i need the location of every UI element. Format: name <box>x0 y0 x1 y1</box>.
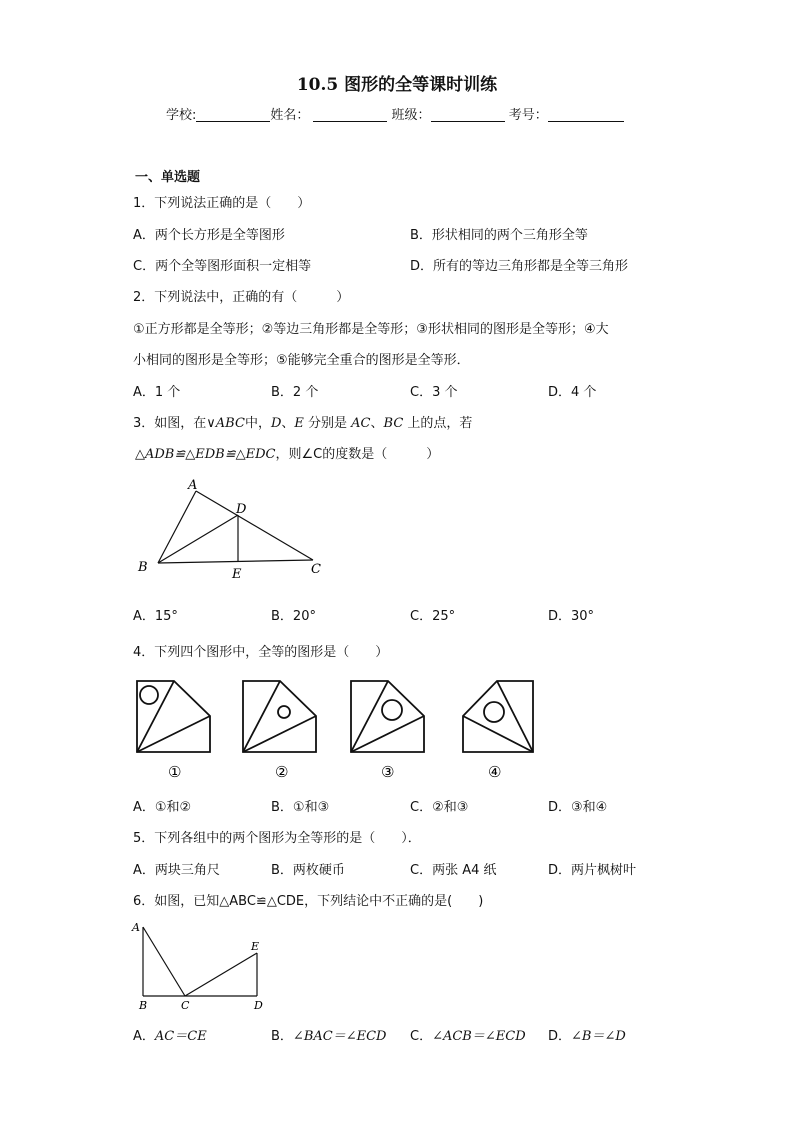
q3-segment-bc: BC <box>383 416 404 431</box>
q3-stem-question: ，则∠C的度数是（ ） <box>275 447 440 462</box>
q6-label-e: E <box>251 940 260 953</box>
q3-label-c: C <box>311 562 321 577</box>
q3-option-b[interactable]: B．20° <box>271 609 316 624</box>
q3-segment-bc-line <box>158 560 313 563</box>
exam-no-label: 考号： <box>508 108 548 123</box>
q4-figure-4 <box>463 681 533 752</box>
q3-stem-line1 <box>133 412 472 431</box>
q3-label-e: E <box>232 567 242 582</box>
school-label: 学校: <box>166 108 197 123</box>
q4-option-c[interactable]: C．②和③ <box>410 800 469 815</box>
q4-option-a[interactable]: A．①和② <box>133 800 192 815</box>
school-blank[interactable] <box>196 108 270 122</box>
q6-option-d[interactable] <box>548 1025 626 1044</box>
q4-stem: 4．下列四个图形中，全等的图形是（ ） <box>133 645 389 660</box>
q3-stem-line2 <box>135 443 439 462</box>
q6-segment-ac <box>143 927 185 996</box>
q1-option-a[interactable]: A．两个长方形是全等图形 <box>133 228 285 243</box>
q4-option-b[interactable]: B．①和③ <box>271 800 330 815</box>
q6-option-c[interactable] <box>410 1025 526 1044</box>
section-heading: 一、单选题 <box>135 170 201 185</box>
q4-label-4: ④ <box>488 763 502 781</box>
q6-option-a[interactable] <box>133 1025 207 1044</box>
q2-option-b[interactable]: B．2 个 <box>271 385 319 400</box>
q2-text-line2: 小相同的图形是全等形；⑤能够完全重合的图形是全等形． <box>133 353 470 368</box>
q4-option-d[interactable]: D．③和④ <box>548 800 608 815</box>
q1-option-b[interactable]: B．形状相同的两个三角形全等 <box>410 228 588 243</box>
q6-option-c-math: ∠ACB＝∠ECD <box>432 1029 526 1044</box>
q6-option-d-prefix: D． <box>548 1029 572 1044</box>
q4-label-2: ② <box>275 763 289 781</box>
q5-option-b[interactable]: B．两枚硬币 <box>271 863 345 878</box>
q3-segment-ac: AC <box>351 416 371 431</box>
q6-option-b-math: ∠BAC＝∠ECD <box>292 1029 387 1044</box>
q6-stem: 6．如图，已知△ABC≌△CDE，下列结论中不正确的是( ) <box>133 894 484 909</box>
name-blank[interactable] <box>313 108 387 122</box>
q4-figures <box>130 672 550 784</box>
q3-stem-text: 3．如图，在 <box>133 416 207 431</box>
q6-option-b-prefix: B． <box>271 1029 293 1044</box>
q3-option-d[interactable]: D．30° <box>548 609 595 624</box>
q6-label-b: B <box>139 999 148 1012</box>
class-label: 班级： <box>391 108 431 123</box>
q3-option-a[interactable]: A．15° <box>133 609 178 624</box>
q2-text-line1: ①正方形都是全等形；②等边三角形都是全等形；③形状相同的图形是全等形；④大 <box>133 322 609 337</box>
q3-stem-text: 分别是 <box>303 416 352 431</box>
q6-label-c: C <box>181 999 190 1012</box>
page-title: 10.5 图形的全等课时训练 <box>296 75 498 95</box>
q6-label-a: A <box>132 921 140 934</box>
q3-segment-ac-line <box>196 491 313 560</box>
q4-figure-1 <box>137 681 210 752</box>
q3-stem-text: 、 <box>370 416 384 431</box>
exam-no-blank[interactable] <box>548 108 624 122</box>
q3-option-c[interactable]: C．25° <box>410 609 456 624</box>
q6-option-a-prefix: A． <box>133 1029 155 1044</box>
q3-congruence-statement: △ADB≌△EDB≌△EDC <box>135 447 276 462</box>
q5-option-d[interactable]: D．两片枫树叶 <box>548 863 637 878</box>
q6-label-d: D <box>254 999 263 1012</box>
q3-label-b: B <box>138 560 148 575</box>
q1-option-c[interactable]: C．两个全等图形面积一定相等 <box>133 259 312 274</box>
q3-point-d: D <box>270 416 282 431</box>
q6-option-d-math: ∠B＝∠D <box>571 1029 626 1044</box>
q6-segment-ce <box>185 953 257 996</box>
q4-label-3: ③ <box>381 763 395 781</box>
q1-stem: 1．下列说法正确的是（ ） <box>133 196 311 211</box>
name-label: 姓名： <box>270 108 310 123</box>
q3-triangle-symbol: ∨ABC <box>206 416 245 431</box>
q3-label-a: A <box>188 478 198 493</box>
q3-point-e: E <box>294 416 304 431</box>
class-blank[interactable] <box>431 108 505 122</box>
q2-stem: 2．下列说法中，正确的有（ ） <box>133 290 350 305</box>
q3-label-d: D <box>236 502 247 517</box>
q2-option-d[interactable]: D．4 个 <box>548 385 597 400</box>
q3-stem-text: 中， <box>244 416 271 431</box>
q5-option-a[interactable]: A．两块三角尺 <box>133 863 220 878</box>
q3-figure <box>130 472 340 584</box>
q5-option-c[interactable]: C．两张 A4 纸 <box>410 863 497 878</box>
q4-label-1: ① <box>168 763 182 781</box>
q2-option-c[interactable]: C．3 个 <box>410 385 458 400</box>
q1-option-d[interactable]: D．所有的等边三角形都是全等三角形 <box>410 259 629 274</box>
q6-figure <box>130 918 270 1013</box>
q4-figure-3 <box>351 681 424 752</box>
q3-stem-text: 、 <box>281 416 295 431</box>
student-info-line <box>166 104 624 123</box>
q6-option-b[interactable] <box>271 1025 386 1044</box>
q6-option-c-prefix: C． <box>410 1029 433 1044</box>
q2-option-a[interactable]: A．1 个 <box>133 385 181 400</box>
q6-option-a-math: AC＝CE <box>154 1029 207 1044</box>
q5-stem: 5．下列各组中的两个图形为全等形的是（ ）． <box>133 831 421 846</box>
q4-figure-2 <box>243 681 316 752</box>
q3-stem-text: 上的点，若 <box>403 416 473 431</box>
